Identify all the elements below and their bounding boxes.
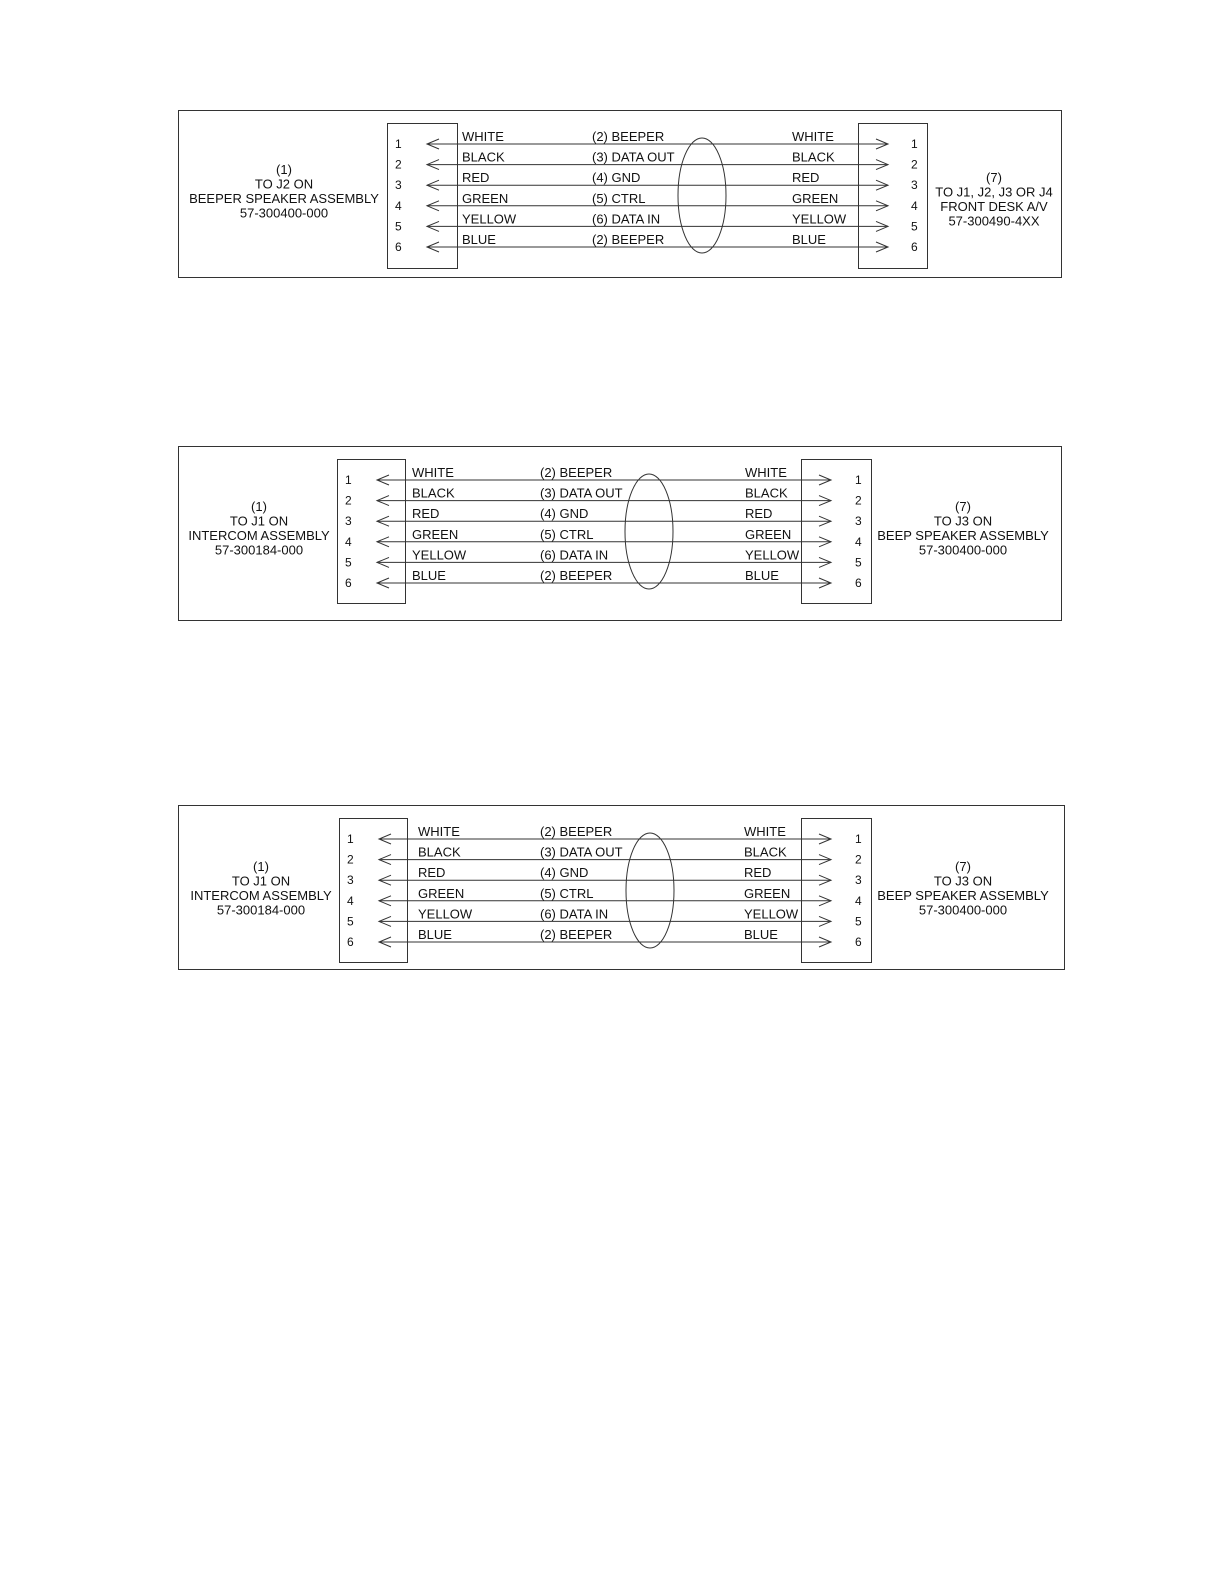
right-end-label: 57-300400-000 (918, 902, 1008, 918)
cable-shield-ellipse (678, 138, 726, 253)
right-end-label: BEEP SPEAKER ASSEMBLY (877, 528, 1049, 543)
right-end-label: (7) (986, 170, 1002, 185)
wire-color-right: BLUE (792, 232, 826, 247)
wire-color-right: RED (744, 865, 772, 881)
cable-diagram-1 (179, 111, 1062, 278)
left-end-label: 57-300184-000 (214, 542, 304, 558)
wire-color-right: BLUE (745, 568, 779, 583)
wire-color-left: BLUE (418, 927, 452, 942)
right-pin-number: 1 (855, 832, 862, 846)
wire-signal: (2) BEEPER (540, 824, 613, 839)
left-end-label: INTERCOM ASSEMBLY (188, 528, 330, 543)
wire-signal: (5) CTRL (540, 526, 594, 542)
wire-color-left: YELLOW (418, 906, 473, 922)
wire-signal: (6) DATA IN (540, 547, 609, 563)
right-pin-number: 4 (855, 534, 862, 549)
left-pin-number: 3 (395, 178, 402, 193)
left-pin-number: 2 (345, 493, 352, 508)
right-end-label: (7) (955, 499, 971, 514)
wire-signal: (2) BEEPER (540, 568, 613, 583)
right-end-label: 57-300490-4XX (948, 213, 1040, 229)
left-pin-number: 4 (395, 198, 402, 213)
left-end-label: 57-300184-000 (216, 902, 306, 918)
wire-color-left: RED (462, 170, 490, 186)
wire-color-left: WHITE (418, 824, 460, 839)
wire-signal: (3) DATA OUT (592, 149, 675, 165)
wire-color-left: BLUE (412, 568, 446, 583)
right-pin-number: 5 (855, 555, 862, 570)
wire-color-right: BLACK (745, 485, 788, 501)
wire-color-right: BLACK (744, 844, 787, 860)
cable-shield-ellipse (626, 833, 674, 948)
left-end-label: TO J1 ON (229, 513, 289, 529)
wire-color-right: BLACK (792, 149, 835, 165)
right-end-label: TO J3 ON (933, 513, 993, 529)
left-pin-number: 1 (395, 137, 402, 151)
right-pin-number: 4 (855, 893, 862, 908)
left-pin-number: 2 (347, 852, 354, 867)
right-end-label: (7) (955, 859, 971, 874)
right-end-label: FRONT DESK A/V (940, 199, 1048, 214)
wire-signal: (2) BEEPER (592, 232, 665, 247)
right-pin-number: 1 (911, 137, 918, 151)
wire-color-left: RED (412, 506, 440, 522)
wire-color-right: GREEN (744, 885, 791, 901)
left-pin-number: 4 (345, 534, 352, 549)
left-end-label: INTERCOM ASSEMBLY (190, 888, 332, 903)
right-pin-number: 3 (855, 873, 862, 888)
wire-signal: (2) BEEPER (540, 927, 613, 942)
left-end-label: (1) (276, 162, 292, 177)
wire-color-right: BLUE (744, 927, 778, 942)
wire-color-left: GREEN (418, 885, 465, 901)
left-end-label: (1) (251, 499, 267, 514)
wire-signal: (3) DATA OUT (540, 844, 623, 860)
wire-color-right: YELLOW (792, 211, 847, 227)
wire-signal: (4) GND (540, 506, 589, 522)
wire-color-left: WHITE (412, 465, 454, 480)
cable-diagram-2 (179, 447, 1062, 621)
right-pin-number: 3 (911, 178, 918, 193)
wire-signal: (2) BEEPER (592, 129, 665, 144)
wire-signal: (4) GND (540, 865, 589, 881)
right-end-label: BEEP SPEAKER ASSEMBLY (877, 888, 1049, 903)
wire-color-right: WHITE (792, 129, 834, 144)
left-pin-number: 3 (347, 873, 354, 888)
wire-signal: (4) GND (592, 170, 641, 186)
wire-color-right: GREEN (745, 526, 792, 542)
wire-color-left: GREEN (412, 526, 459, 542)
wire-color-left: BLACK (412, 485, 455, 501)
left-pin-number: 5 (347, 914, 354, 929)
right-pin-number: 6 (855, 935, 862, 949)
wire-signal: (5) CTRL (592, 190, 646, 206)
wire-signal: (6) DATA IN (540, 906, 609, 922)
right-pin-number: 1 (855, 473, 862, 487)
wire-color-left: YELLOW (462, 211, 517, 227)
left-end-label: TO J1 ON (231, 873, 291, 889)
wire-color-left: GREEN (462, 190, 509, 206)
right-pin-number: 2 (855, 493, 862, 508)
left-pin-number: 5 (395, 219, 402, 234)
right-pin-number: 5 (911, 219, 918, 234)
wire-color-left: WHITE (462, 129, 504, 144)
right-pin-number: 2 (911, 157, 918, 172)
wire-color-left: BLACK (462, 149, 505, 165)
wire-color-right: RED (745, 506, 773, 522)
wire-signal: (2) BEEPER (540, 465, 613, 480)
cable-diagram-3 (179, 806, 1065, 970)
right-pin-number: 5 (855, 914, 862, 929)
right-pin-number: 4 (911, 198, 918, 213)
left-pin-number: 5 (345, 555, 352, 570)
left-end-label: TO J2 ON (254, 176, 314, 192)
right-end-label: TO J3 ON (933, 873, 993, 889)
left-pin-number: 3 (345, 514, 352, 529)
right-pin-number: 3 (855, 514, 862, 529)
wire-color-right: YELLOW (744, 906, 799, 922)
left-pin-number: 6 (395, 240, 402, 254)
left-pin-number: 4 (347, 893, 354, 908)
wire-signal: (6) DATA IN (592, 211, 661, 227)
wire-signal: (5) CTRL (540, 885, 594, 901)
wire-color-left: BLUE (462, 232, 496, 247)
right-pin-number: 2 (855, 852, 862, 867)
left-pin-number: 6 (347, 935, 354, 949)
wire-color-right: WHITE (744, 824, 786, 839)
wire-signal: (3) DATA OUT (540, 485, 623, 501)
right-pin-number: 6 (911, 240, 918, 254)
left-pin-number: 6 (345, 576, 352, 590)
left-pin-number: 2 (395, 157, 402, 172)
wire-color-right: YELLOW (745, 547, 800, 563)
wire-color-left: RED (418, 865, 446, 881)
left-end-label: BEEPER SPEAKER ASSEMBLY (189, 191, 379, 206)
wire-color-left: YELLOW (412, 547, 467, 563)
wire-color-right: WHITE (745, 465, 787, 480)
left-pin-number: 1 (345, 473, 352, 487)
cable-shield-ellipse (625, 474, 673, 589)
left-pin-number: 1 (347, 832, 354, 846)
wire-color-left: BLACK (418, 844, 461, 860)
right-end-label: TO J1, J2, J3 OR J4 (935, 184, 1053, 200)
wire-color-right: RED (792, 170, 820, 186)
left-end-label: (1) (253, 859, 269, 874)
left-end-label: 57-300400-000 (239, 205, 329, 221)
wire-color-right: GREEN (792, 190, 839, 206)
right-pin-number: 6 (855, 576, 862, 590)
right-end-label: 57-300400-000 (918, 542, 1008, 558)
